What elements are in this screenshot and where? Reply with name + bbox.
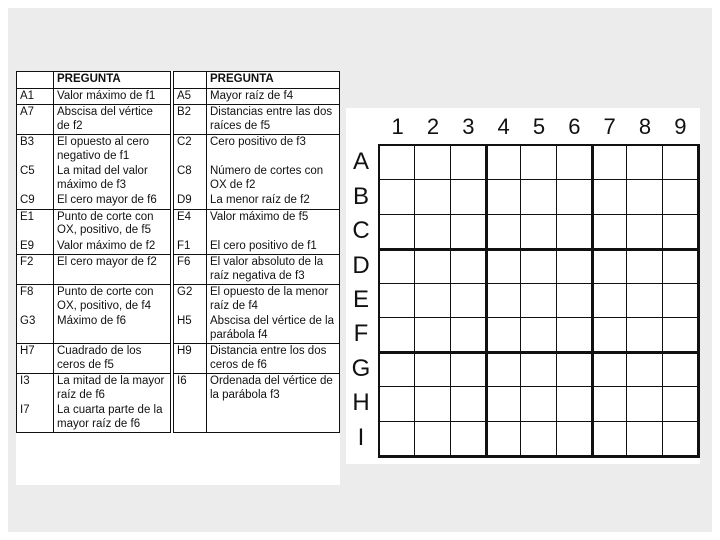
grid-block-divider-horizontal	[380, 351, 698, 354]
row-label: I	[357, 423, 365, 451]
question-text-left: La mitad del valor máximo de f3	[54, 164, 173, 193]
grid-cell-F3[interactable]	[451, 318, 486, 352]
grid-cell-G1[interactable]	[380, 353, 415, 387]
table-row	[17, 344, 340, 374]
question-code-right: C2	[172, 135, 207, 165]
grid-cell-B1[interactable]	[380, 180, 415, 214]
question-text-left: Valor máximo de f2	[54, 239, 173, 255]
grid-cell-F9[interactable]	[663, 318, 698, 352]
question-code-right	[172, 403, 207, 433]
grid-cell-F1[interactable]	[380, 318, 415, 352]
grid-cell-A6[interactable]	[557, 146, 592, 180]
grid-cell-H5[interactable]	[521, 387, 556, 421]
grid-cell-C4[interactable]	[486, 215, 521, 249]
header-question-left: PREGUNTA	[54, 72, 173, 89]
grid-cell-F4[interactable]	[486, 318, 521, 352]
row-label: F	[353, 320, 369, 348]
question-text-right: Abscisa del vértice de la parábola f4	[207, 314, 340, 344]
column-label: 9	[674, 114, 687, 139]
grid-cell-I3[interactable]	[451, 422, 486, 456]
grid-cell-G9[interactable]	[663, 353, 698, 387]
grid-cell-E6[interactable]	[557, 284, 592, 318]
header-question-right: PREGUNTA	[207, 72, 340, 89]
grid-cell-C3[interactable]	[451, 215, 486, 249]
grid-cell-B7[interactable]	[592, 180, 627, 214]
column-label: 1	[391, 114, 404, 139]
grid-cell-D4[interactable]	[486, 249, 521, 283]
column-label: 4	[497, 114, 510, 139]
header-code-left	[17, 72, 54, 89]
table-row	[17, 135, 340, 165]
question-code-right: H9	[172, 344, 207, 374]
grid-cell-A5[interactable]	[521, 146, 556, 180]
grid-cell-E4[interactable]	[486, 284, 521, 318]
question-text-right: Ordenada del vértice de la parábola f3	[207, 374, 340, 404]
grid-cell-B5[interactable]	[521, 180, 556, 214]
grid-cell-A4[interactable]	[486, 146, 521, 180]
table-header-row	[17, 72, 340, 89]
grid-cell-D9[interactable]	[663, 249, 698, 283]
column-label: 3	[462, 114, 475, 139]
question-code-left: I7	[17, 403, 54, 433]
question-code-left: H7	[17, 344, 54, 374]
grid-cell-C7[interactable]	[592, 215, 627, 249]
table-row	[17, 193, 340, 209]
grid-cell-I2[interactable]	[415, 422, 450, 456]
question-code-right: F6	[172, 255, 207, 285]
question-text-left: Valor máximo de f1	[54, 88, 173, 105]
crossnumber-grid	[378, 144, 700, 458]
grid-cell-B2[interactable]	[415, 180, 450, 214]
grid-cell-C9[interactable]	[663, 215, 698, 249]
table-row	[17, 285, 340, 315]
header-code-right	[172, 72, 207, 89]
question-text-left: El cero mayor de f2	[54, 255, 173, 285]
grid-cell-E1[interactable]	[380, 284, 415, 318]
question-text-right: El opuesto de la menor raíz de f4	[207, 285, 340, 315]
question-text-left: Abscisa del vértice de f2	[54, 105, 173, 135]
row-label: B	[352, 182, 369, 210]
question-code-left: F2	[17, 255, 54, 285]
grid-cell-A8[interactable]	[627, 146, 662, 180]
question-text-right	[207, 403, 340, 433]
table-row	[17, 88, 340, 105]
row-label: E	[352, 286, 369, 313]
grid-cell-C1[interactable]	[380, 215, 415, 249]
question-code-left: E1	[17, 209, 54, 239]
question-text-left: La cuarta parte de la mayor raíz de f6	[54, 403, 173, 433]
question-code-left: G3	[17, 314, 54, 344]
question-code-right: B2	[172, 105, 207, 135]
question-text-right: El cero positivo de f1	[207, 239, 340, 255]
row-label: A	[352, 148, 369, 176]
question-code-right: I6	[172, 374, 207, 404]
questions-table-container	[16, 71, 340, 485]
question-code-right: H5	[172, 314, 207, 344]
table-row	[17, 105, 340, 135]
grid-cell-E8[interactable]	[627, 284, 662, 318]
column-label: 7	[603, 114, 616, 139]
row-label: D	[352, 251, 370, 279]
question-text-right: El valor absoluto de la raíz negativa de f3	[207, 255, 340, 285]
grid-cell-A1[interactable]	[380, 146, 415, 180]
grid-cell-B4[interactable]	[486, 180, 521, 214]
grid-cell-G4[interactable]	[486, 353, 521, 387]
grid-cell-G8[interactable]	[627, 353, 662, 387]
grid-cell-E5[interactable]	[521, 284, 556, 318]
question-code-left: I3	[17, 374, 54, 404]
question-code-right: E4	[172, 209, 207, 239]
question-text-left: El opuesto al cero negativo de f1	[54, 135, 173, 165]
grid-cell-E3[interactable]	[451, 284, 486, 318]
grid-cell-A7[interactable]	[592, 146, 627, 180]
grid-block-divider-vertical	[485, 146, 488, 456]
grid-cell-F2[interactable]	[415, 318, 450, 352]
question-text-right: Distancia entre los dos ceros de f6	[207, 344, 340, 374]
table-row	[17, 403, 340, 433]
question-code-left: C5	[17, 164, 54, 193]
grid-cell-B6[interactable]	[557, 180, 592, 214]
question-text-left: Punto de corte con OX, positivo, de f4	[54, 285, 173, 315]
grid-cell-D3[interactable]	[451, 249, 486, 283]
grid-cell-I8[interactable]	[627, 422, 662, 456]
grid-cell-C5[interactable]	[521, 215, 556, 249]
table-row	[17, 374, 340, 404]
grid-cell-H2[interactable]	[415, 387, 450, 421]
table-row	[17, 314, 340, 344]
grid-cell-B3[interactable]	[451, 180, 486, 214]
crossnumber-grid-container	[346, 108, 700, 464]
grid-cell-D5[interactable]	[521, 249, 556, 283]
column-label: 6	[568, 114, 581, 139]
grid-cell-F8[interactable]	[627, 318, 662, 352]
grid-cell-I7[interactable]	[592, 422, 627, 456]
grid-cell-G2[interactable]	[415, 353, 450, 387]
column-label: 5	[532, 114, 546, 139]
question-text-left: La mitad de la mayor raíz de f6	[54, 374, 173, 404]
grid-block-divider-horizontal	[380, 248, 698, 251]
grid-cell-A3[interactable]	[451, 146, 486, 180]
question-code-right: C8	[172, 164, 207, 193]
questions-table-body	[17, 88, 340, 433]
grid-cell-D8[interactable]	[627, 249, 662, 283]
table-row	[17, 239, 340, 255]
questions-table	[16, 71, 340, 433]
question-text-left: El cero mayor de f6	[54, 193, 173, 209]
grid-cell-E9[interactable]	[663, 284, 698, 318]
question-code-right: G2	[172, 285, 207, 315]
grid-cell-I4[interactable]	[486, 422, 521, 456]
question-text-right: Mayor raíz de f4	[207, 88, 340, 105]
question-code-left: A7	[17, 105, 54, 135]
grid-cell-H9[interactable]	[663, 387, 698, 421]
grid-block-divider-vertical	[591, 146, 594, 456]
grid-cell-H4[interactable]	[486, 387, 521, 421]
grid-cell-D1[interactable]	[380, 249, 415, 283]
grid-cell-F7[interactable]	[592, 318, 627, 352]
grid-cell-I9[interactable]	[663, 422, 698, 456]
table-row	[17, 209, 340, 239]
grid-cell-A9[interactable]	[663, 146, 698, 180]
grid-cell-B9[interactable]	[663, 180, 698, 214]
question-code-left: E9	[17, 239, 54, 255]
grid-cell-E2[interactable]	[415, 284, 450, 318]
question-text-right: Cero positivo de f3	[207, 135, 340, 165]
grid-cell-H3[interactable]	[451, 387, 486, 421]
grid-cell-E7[interactable]	[592, 284, 627, 318]
grid-cell-F6[interactable]	[557, 318, 592, 352]
row-label: H	[352, 389, 370, 417]
grid-cell-G6[interactable]	[557, 353, 592, 387]
grid-cell-G7[interactable]	[592, 353, 627, 387]
question-code-left: F8	[17, 285, 54, 315]
question-code-left: B3	[17, 135, 54, 165]
row-label: G	[351, 354, 371, 382]
row-label: C	[352, 217, 370, 245]
grid-cell-F5[interactable]	[521, 318, 556, 352]
grid-cell-I6[interactable]	[557, 422, 592, 456]
grid-cell-B8[interactable]	[627, 180, 662, 214]
grid-cell-D7[interactable]	[592, 249, 627, 283]
question-text-left: Punto de corte con OX, positivo, de f5	[54, 209, 173, 239]
question-text-right: Valor máximo de f5	[207, 209, 340, 239]
grid-cell-D6[interactable]	[557, 249, 592, 283]
grid-cell-D2[interactable]	[415, 249, 450, 283]
grid-cell-G5[interactable]	[521, 353, 556, 387]
grid-cell-H8[interactable]	[627, 387, 662, 421]
table-row	[17, 255, 340, 285]
grid-cell-A2[interactable]	[415, 146, 450, 180]
grid-cell-H1[interactable]	[380, 387, 415, 421]
question-text-right: Número de cortes con OX de f2	[207, 164, 340, 193]
grid-cell-C6[interactable]	[557, 215, 592, 249]
column-label: 8	[638, 114, 652, 139]
question-code-left: C9	[17, 193, 54, 209]
question-text-right: Distancias entre las dos raíces de f5	[207, 105, 340, 135]
column-label: 2	[426, 114, 440, 139]
question-code-right: A5	[172, 88, 207, 105]
question-text-left: Cuadrado de los ceros de f5	[54, 344, 173, 374]
grid-cell-H7[interactable]	[592, 387, 627, 421]
grid-cell-C8[interactable]	[627, 215, 662, 249]
grid-cell-H6[interactable]	[557, 387, 592, 421]
grid-cell-I5[interactable]	[521, 422, 556, 456]
grid-cell-I1[interactable]	[380, 422, 415, 456]
question-text-right: La menor raíz de f2	[207, 193, 340, 209]
question-text-left: Máximo de f6	[54, 314, 173, 344]
grid-cell-C2[interactable]	[415, 215, 450, 249]
question-code-right: D9	[172, 193, 207, 209]
grid-cell-G3[interactable]	[451, 353, 486, 387]
table-row	[17, 164, 340, 193]
question-code-left: A1	[17, 88, 54, 105]
question-code-right: F1	[172, 239, 207, 255]
